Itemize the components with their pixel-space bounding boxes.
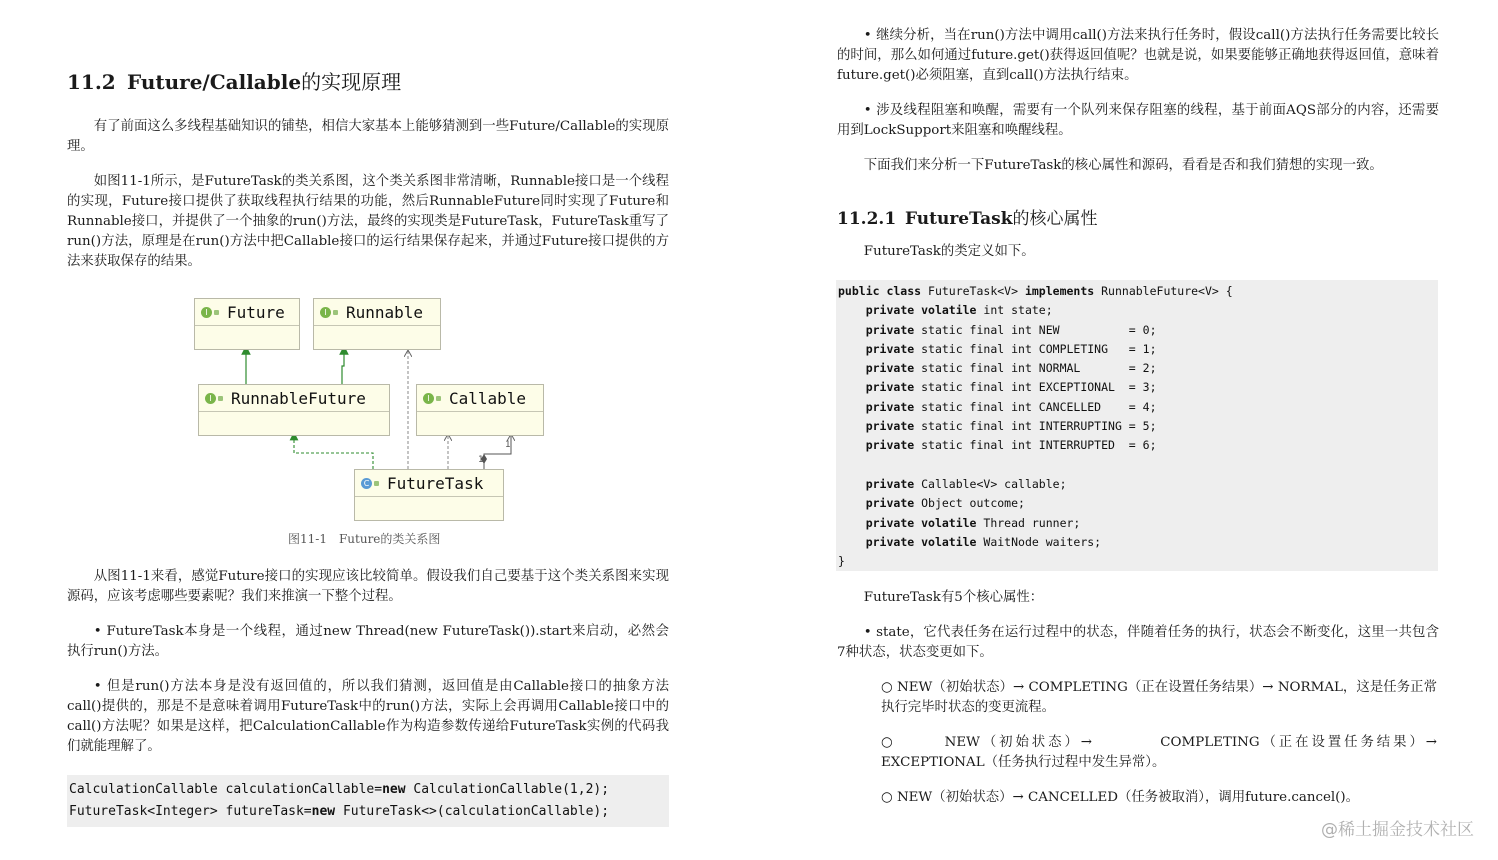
code-line: private static final int NORMAL = 2;: [865, 361, 1157, 376]
code-line: private static final int INTERRUPTED = 6;: [865, 438, 1157, 453]
code-line: private static final int NEW = 0;: [865, 322, 1157, 337]
code-line: CalculationCallable calculationCallable=new CalculationCallable(1,2);: [69, 782, 610, 797]
section-title-cn: 的实现原理: [301, 70, 402, 94]
paragraph: 如图11-1所示，是FutureTask的类关系图，这个类关系图非常清晰，Runnable接口是一个线程的实现，Future接口提供了获取线程执行结果的功能，然后RunnableFuture同时实现了Future和Runnable接口，并提供了一个抽象的run()方法，最终的实现类是FutureTask，FutureTask重写了run()方法，原理是在run()方法中把Callable接口的运行结果保存起来，并通过Future接口提供的方法来获取保存的结果。: [67, 174, 669, 269]
code-line: private volatile int state;: [865, 303, 1053, 318]
subsection-title-cn: 的核心属性: [1012, 209, 1098, 229]
subsection-heading: [837, 204, 1098, 229]
section-number: 11.2: [67, 70, 116, 94]
code-line: private Callable<V> callable;: [865, 476, 1067, 491]
code-line: FutureTask<Integer> futureTask=new FutureTask<>(calculationCallable);: [69, 804, 610, 819]
code-line: private volatile WaitNode waiters;: [865, 534, 1102, 549]
class-diagram: [190, 292, 550, 527]
figure-caption: 图11-1 Future的类关系图: [288, 532, 441, 546]
code-line: public class FutureTask<V> implements RunnableFuture<V> {: [838, 284, 1233, 298]
bullet-item: • FutureTask本身是一个线程，通过new Thread(new FutureTask()).start来启动，必然会执行run()方法。: [67, 624, 669, 659]
pin-icon: [333, 310, 338, 315]
class-icon: C: [361, 478, 372, 489]
code-line: [838, 456, 1436, 475]
multiplicity-label: 1: [478, 455, 484, 465]
watermark: @稀土掘金技术社区: [1321, 820, 1474, 840]
paragraph: 从图11-1来看，感觉Future接口的实现应该比较简单。假设我们自己要基于这个类关系图来实现源码，应该考虑哪些要素呢？我们来推演一下整个过程。: [67, 569, 669, 604]
bullet-item: • 涉及线程阻塞和唤醒，需要有一个队列来保存阻塞的线程，基于前面AQS部分的内容，还需要用到LockSupport来阻塞和唤醒线程。: [837, 103, 1439, 138]
right-page: [753, 0, 1498, 860]
extends-arrow: [342, 350, 344, 384]
uml-box-callable: [416, 384, 544, 436]
uml-box-runnable: [313, 298, 441, 350]
code-block: [67, 775, 669, 827]
code-line: private static final int CANCELLED = 4;: [865, 399, 1157, 414]
uml-box-future-task: [354, 469, 504, 521]
state-flow-item: ○ NEW（初始状态）→ CANCELLED（任务被取消），调用future.cancel()。: [881, 790, 1359, 805]
bullet-item: • 继续分析，当在run()方法中调用call()方法来执行任务时，假设call()方法执行任务需要比较长的时间，那么如何通过future.get()获得返回值呢？也就是说，如果要能够正确地获得返回值，意味着future.get()必须阻塞，直到call()方法执行结束。: [837, 28, 1439, 83]
section-title-en: Future/Callable: [127, 70, 302, 94]
class-name: Runnable: [346, 302, 424, 322]
pin-icon: [436, 396, 441, 401]
state-flow-item: ○ NEW（初始状态）→ COMPLETING（正在设置任务结果）→ EXCEPTIONAL（任务执行过程中发生异常）。: [881, 735, 1437, 770]
class-name: Future: [227, 302, 285, 322]
class-name: RunnableFuture: [231, 388, 366, 408]
subsection-title-en: FutureTask: [905, 209, 1013, 229]
pin-icon: [374, 481, 379, 486]
code-line: private static final int COMPLETING = 1;: [865, 341, 1157, 356]
class-name: Callable: [449, 388, 527, 408]
subsection-number: 11.2.1: [837, 209, 897, 229]
paragraph: FutureTask的类定义如下。: [863, 244, 1035, 259]
code-line: private Object outcome;: [865, 496, 1025, 511]
section-heading: [67, 66, 401, 95]
uml-box-runnable-future: [198, 384, 390, 436]
uml-box-future: [194, 298, 300, 350]
code-line: private static final int EXCEPTIONAL = 3;: [865, 380, 1157, 395]
state-flow-item: ○ NEW（初始状态）→ COMPLETING（正在设置任务结果）→ NORMAL，这是任务正常执行完毕时状态的变更流程。: [881, 680, 1437, 715]
bullet-item: • state，它代表任务在运行过程中的状态，伴随着任务的执行，状态会不断变化，这里一共包含7种状态，状态变更如下。: [837, 625, 1439, 660]
code-block: [836, 280, 1438, 571]
code-line: private static final int INTERRUPTING = 5;: [865, 419, 1157, 434]
implements-arrow: [294, 436, 373, 469]
paragraph: 有了前面这么多线程基础知识的铺垫，相信大家基本上能够猜测到一些Future/Callable的实现原理。: [67, 119, 669, 154]
paragraph: 下面我们来分析一下FutureTask的核心属性和源码，看看是否和我们猜想的实现一致。: [863, 158, 1383, 173]
pin-icon: [218, 396, 223, 401]
interface-icon: I: [320, 307, 331, 318]
bullet-item: • 但是run()方法本身是没有返回值的，所以我们猜测，返回值是由Callable接口的抽象方法call()提供的，那是不是意味着调用FutureTask中的run()方法，实际上会再调用Callable接口中的call()方法呢？如果是这样，把CalculationCallable作为构造参数传递给FutureTask实例的代码我们就能理解了。: [67, 679, 669, 754]
interface-icon: I: [201, 307, 212, 318]
interface-icon: I: [423, 393, 434, 404]
code-line: }: [838, 554, 845, 569]
paragraph: FutureTask有5个核心属性：: [863, 590, 1044, 605]
multiplicity-label: 1: [505, 440, 511, 450]
class-name: FutureTask: [387, 473, 484, 493]
interface-icon: I: [205, 393, 216, 404]
pin-icon: [214, 310, 219, 315]
code-line: private volatile Thread runner;: [865, 515, 1081, 530]
